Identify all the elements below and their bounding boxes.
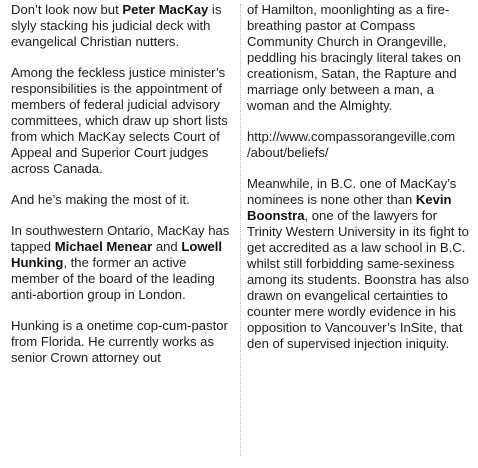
text-segment: Don’t look now but (11, 2, 123, 17)
paragraph-ontario (11, 223, 236, 303)
url-part-1[interactable]: http://www.compassorangeville.com (247, 129, 456, 144)
text-segment: Meanwhile, in B.C. one of MacKay’s nominees is none other than (247, 176, 457, 207)
paragraph-bc-nominee (247, 176, 473, 352)
url-part-2[interactable]: /about/beliefs/ (247, 145, 329, 160)
name-peter-mackay: Peter MacKay (122, 2, 209, 17)
paragraph-mackay-intro (11, 2, 236, 50)
text-segment: is slyly stacking his judicial deck with evangelical Christian nutters. (11, 2, 222, 49)
name-michael-menear: Michael Menear (54, 239, 153, 254)
paragraph-responsibilities: Among the feckless justice minister’s responsibilities is the appointment of members of federal judicial advisory committees, which draw up short lists from which MacKay selects Court of Appeal and Superior Court judges across Canada. (11, 65, 228, 176)
text-segment: and (152, 239, 182, 254)
left-column (11, 2, 236, 381)
paragraph-hunking: Hunking is a onetime cop-cum-pastor from Florida. He currently works as senior Crown attorney out (11, 318, 228, 365)
text-segment: In southwestern Ontario, MacKay has tapped (11, 223, 230, 254)
name-kevin-boonstra: Kevin Boonstra (247, 192, 452, 223)
paragraph-hamilton: of Hamilton, moonlighting as a fire-breathing pastor at Compass Community Church in Orangeville, peddling his bracingly literal takes on creationism, Satan, the Rapture and marriage only between a man, a woman and the Almighty. (247, 2, 461, 113)
name-lowell-hunking: Lowell Hunking (11, 239, 223, 270)
right-column (247, 2, 473, 367)
column-divider (240, 4, 241, 456)
text-segment: , the former an active member of the board of the leading anti-abortion group in London. (11, 255, 215, 302)
paragraph-making-most: And he’s making the most of it. (11, 192, 190, 207)
url-compass-beliefs[interactable] (247, 129, 473, 161)
text-segment: , one of the lawyers for Trinity Western University in its fight to get accredited as a law school in B.C. whilst still forbidding same-sexiness among its students. Boonstra has also drawn on evangelical certainties to counter mere wordly evidence in his opposition to Vancouver’s InSite, that den of supervised injection iniquity. (247, 208, 469, 351)
